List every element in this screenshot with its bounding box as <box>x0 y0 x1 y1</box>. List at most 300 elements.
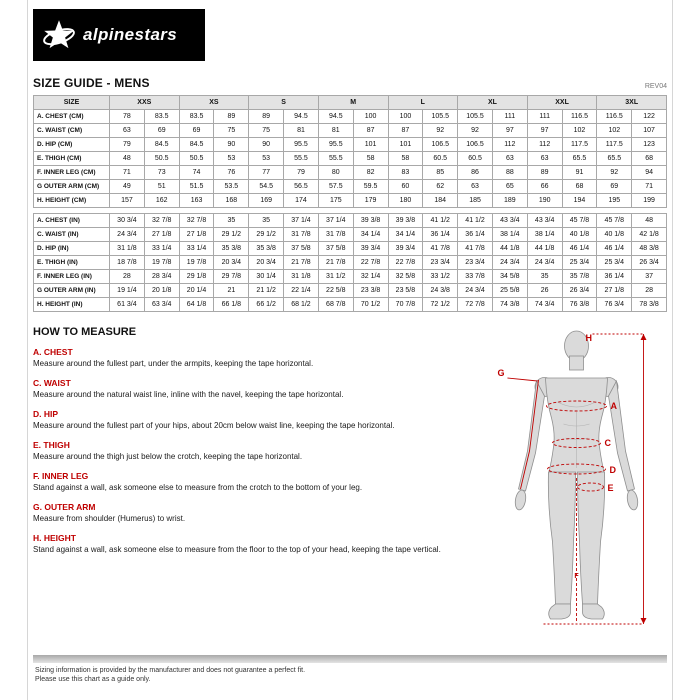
size-table-row <box>34 180 667 194</box>
size-value-cell: 24 3/4 <box>458 284 493 298</box>
size-value-cell: 23 3/4 <box>458 256 493 270</box>
size-value-cell: 23 3/8 <box>353 284 388 298</box>
size-value-cell: 49 <box>110 180 145 194</box>
size-value-cell: 25 5/8 <box>492 284 527 298</box>
alpinestars-logo <box>33 9 205 61</box>
size-value-cell: 61 3/4 <box>110 298 145 312</box>
measure-item-text: Stand against a wall, ask someone else to measure from the crotch to the bottom of your leg. <box>33 483 363 492</box>
size-value-cell: 21 7/8 <box>284 256 319 270</box>
size-table-row <box>34 284 667 298</box>
size-value-cell: 32 7/8 <box>179 214 214 228</box>
content-frame <box>27 0 673 700</box>
size-value-cell: 41 7/8 <box>423 242 458 256</box>
size-table-row <box>34 166 667 180</box>
size-value-cell: 175 <box>318 194 353 208</box>
size-value-cell: 92 <box>423 124 458 138</box>
measurement-row-label: G OUTER ARM (CM) <box>34 180 110 194</box>
size-value-cell: 20 3/4 <box>214 256 249 270</box>
size-value-cell: 33 1/2 <box>423 270 458 284</box>
size-value-cell: 94.5 <box>318 110 353 124</box>
size-table-row <box>34 228 667 242</box>
size-value-cell: 39 3/8 <box>388 214 423 228</box>
size-value-cell: 63 <box>110 124 145 138</box>
size-value-cell: 20 1/4 <box>179 284 214 298</box>
size-value-cell: 80 <box>318 166 353 180</box>
size-value-cell: 32 1/4 <box>353 270 388 284</box>
size-value-cell: 53.5 <box>214 180 249 194</box>
size-value-cell: 87 <box>353 124 388 138</box>
size-value-cell: 39 3/4 <box>353 242 388 256</box>
measurement-row-label: E. THIGH (CM) <box>34 152 110 166</box>
measure-item-text: Stand against a wall, ask someone else to measure from the floor to the top of your head, keeping the tape vertical. <box>33 545 441 554</box>
size-value-cell: 73 <box>144 166 179 180</box>
measure-item <box>33 440 483 462</box>
size-value-cell: 97 <box>527 124 562 138</box>
size-value-cell: 24 3/4 <box>492 256 527 270</box>
footer-disclaimer-line1: Sizing information is provided by the manufacturer and does not guarantee a perfect fit. <box>35 666 306 674</box>
size-value-cell: 82 <box>353 166 388 180</box>
size-value-cell: 34 1/4 <box>388 228 423 242</box>
size-value-cell: 91 <box>562 166 597 180</box>
size-value-cell: 87 <box>388 124 423 138</box>
size-value-cell: 26 3/4 <box>632 256 667 270</box>
size-value-cell: 25 3/4 <box>562 256 597 270</box>
size-value-cell: 174 <box>284 194 319 208</box>
size-value-cell: 189 <box>492 194 527 208</box>
size-column-header: XL <box>458 96 528 110</box>
size-value-cell: 116.5 <box>562 110 597 124</box>
size-value-cell: 53 <box>249 152 284 166</box>
size-value-cell: 116.5 <box>597 110 632 124</box>
size-value-cell: 81 <box>284 124 319 138</box>
measurement-row-label: D. HIP (CM) <box>34 138 110 152</box>
size-value-cell: 35 7/8 <box>562 270 597 284</box>
measure-item <box>33 409 483 431</box>
size-value-cell: 90 <box>214 138 249 152</box>
size-value-cell: 41 1/2 <box>423 214 458 228</box>
size-value-cell: 48 3/8 <box>632 242 667 256</box>
size-column-header: XXL <box>527 96 597 110</box>
logo-wordmark: alpinestars <box>83 25 178 44</box>
size-value-cell: 20 1/8 <box>144 284 179 298</box>
footer-divider <box>33 655 667 663</box>
outer-arm-letter: G <box>497 368 505 378</box>
size-value-cell: 66 1/8 <box>214 298 249 312</box>
size-value-cell: 185 <box>458 194 493 208</box>
size-value-cell: 27 1/8 <box>144 228 179 242</box>
size-value-cell: 39 3/4 <box>388 242 423 256</box>
measure-item-label: F. INNER LEG <box>33 471 89 481</box>
size-value-cell: 43 3/4 <box>492 214 527 228</box>
size-value-cell: 94.5 <box>284 110 319 124</box>
size-value-cell: 117.5 <box>562 138 597 152</box>
measure-item <box>33 471 483 493</box>
size-value-cell: 36 1/4 <box>423 228 458 242</box>
size-value-cell: 55.5 <box>318 152 353 166</box>
size-value-cell: 89 <box>249 110 284 124</box>
measurement-row-label: A. CHEST (IN) <box>34 214 110 228</box>
size-value-cell: 199 <box>632 194 667 208</box>
size-value-cell: 37 1/4 <box>318 214 353 228</box>
size-value-cell: 83.5 <box>144 110 179 124</box>
measure-item-label: C. WAIST <box>33 378 71 388</box>
height-letter: H <box>585 333 592 343</box>
size-table-row <box>34 152 667 166</box>
size-value-cell: 70 1/2 <box>353 298 388 312</box>
measurement-row-label: F. INNER LEG (IN) <box>34 270 110 284</box>
size-value-cell: 41 1/2 <box>458 214 493 228</box>
size-value-cell: 179 <box>353 194 388 208</box>
size-value-cell: 38 1/4 <box>492 228 527 242</box>
size-value-cell: 69 <box>144 124 179 138</box>
measure-item-label: G. OUTER ARM <box>33 502 96 512</box>
measure-items <box>33 347 483 555</box>
size-value-cell: 48 <box>632 214 667 228</box>
size-table-row <box>34 194 667 208</box>
how-to-measure-section <box>33 326 491 637</box>
size-value-cell: 40 1/8 <box>597 228 632 242</box>
size-value-cell: 22 1/4 <box>284 284 319 298</box>
size-value-cell: 44 1/8 <box>527 242 562 256</box>
size-value-cell: 32 7/8 <box>144 214 179 228</box>
size-value-cell: 29 1/2 <box>214 228 249 242</box>
size-value-cell: 26 <box>527 284 562 298</box>
size-value-cell: 45 7/8 <box>597 214 632 228</box>
size-value-cell: 70 7/8 <box>388 298 423 312</box>
measure-item-text: Measure around the fullest part, under the armpits, keeping the tape horizontal. <box>33 359 314 368</box>
size-value-cell: 88 <box>492 166 527 180</box>
size-value-cell: 35 <box>249 214 284 228</box>
size-value-cell: 35 3/8 <box>214 242 249 256</box>
size-value-cell: 21 1/2 <box>249 284 284 298</box>
footer <box>33 655 667 684</box>
revision-label: REV04 <box>644 83 667 90</box>
size-value-cell: 84.5 <box>144 138 179 152</box>
size-value-cell: 65.5 <box>562 152 597 166</box>
size-value-cell: 72 7/8 <box>458 298 493 312</box>
size-value-cell: 66 <box>527 180 562 194</box>
size-value-cell: 72 1/2 <box>423 298 458 312</box>
size-value-cell: 36 1/4 <box>458 228 493 242</box>
size-value-cell: 92 <box>458 124 493 138</box>
size-value-cell: 106.5 <box>423 138 458 152</box>
measurement-row-label: H. HEIGHT (IN) <box>34 298 110 312</box>
size-value-cell: 31 7/8 <box>318 228 353 242</box>
size-value-cell: 68 7/8 <box>318 298 353 312</box>
size-value-cell: 39 3/8 <box>353 214 388 228</box>
size-value-cell: 20 3/4 <box>249 256 284 270</box>
size-value-cell: 68 1/2 <box>284 298 319 312</box>
size-value-cell: 64 1/8 <box>179 298 214 312</box>
size-value-cell: 51.5 <box>179 180 214 194</box>
size-value-cell: 30 1/4 <box>249 270 284 284</box>
size-value-cell: 60 <box>388 180 423 194</box>
size-value-cell: 24 3/4 <box>110 228 145 242</box>
size-value-cell: 169 <box>249 194 284 208</box>
measure-item-label: H. HEIGHT <box>33 533 76 543</box>
measure-item-text: Measure around the thigh just below the crotch, keeping the tape horizontal. <box>33 452 303 461</box>
size-column-header: 3XL <box>597 96 667 110</box>
measurement-row-label: F. INNER LEG (CM) <box>34 166 110 180</box>
size-value-cell: 55.5 <box>284 152 319 166</box>
size-value-cell: 71 <box>110 166 145 180</box>
size-table-header-row <box>34 96 667 110</box>
size-value-cell: 21 <box>214 284 249 298</box>
size-value-cell: 101 <box>388 138 423 152</box>
measurement-row-label: C. WAIST (CM) <box>34 124 110 138</box>
size-value-cell: 163 <box>179 194 214 208</box>
hip-letter: D <box>609 465 616 475</box>
size-value-cell: 76 3/8 <box>562 298 597 312</box>
size-value-cell: 71 <box>632 180 667 194</box>
page-title: SIZE GUIDE - MENS <box>33 76 150 90</box>
size-value-cell: 29 1/2 <box>249 228 284 242</box>
measurement-row-label: E. THIGH (IN) <box>34 256 110 270</box>
size-value-cell: 37 1/4 <box>284 214 319 228</box>
size-value-cell: 19 7/8 <box>179 256 214 270</box>
size-value-cell: 27 1/8 <box>179 228 214 242</box>
size-value-cell: 30 3/4 <box>110 214 145 228</box>
size-value-cell: 24 3/4 <box>527 256 562 270</box>
measure-item <box>33 533 483 555</box>
size-value-cell: 79 <box>110 138 145 152</box>
size-value-cell: 65 <box>492 180 527 194</box>
size-value-cell: 45 7/8 <box>562 214 597 228</box>
size-column-header: L <box>388 96 458 110</box>
size-value-cell: 74 3/8 <box>492 298 527 312</box>
size-value-cell: 23 3/4 <box>423 256 458 270</box>
size-value-cell: 100 <box>388 110 423 124</box>
size-value-cell: 37 5/8 <box>318 242 353 256</box>
size-value-cell: 78 3/8 <box>632 298 667 312</box>
size-value-cell: 89 <box>527 166 562 180</box>
size-value-cell: 117.5 <box>597 138 632 152</box>
size-value-cell: 22 7/8 <box>353 256 388 270</box>
size-value-cell: 69 <box>179 124 214 138</box>
size-value-cell: 79 <box>284 166 319 180</box>
size-value-cell: 48 <box>110 152 145 166</box>
measure-item <box>33 378 483 400</box>
size-value-cell: 44 1/8 <box>492 242 527 256</box>
size-value-cell: 23 5/8 <box>388 284 423 298</box>
size-value-cell: 75 <box>214 124 249 138</box>
size-value-cell: 81 <box>318 124 353 138</box>
size-value-cell: 33 7/8 <box>458 270 493 284</box>
size-value-cell: 92 <box>597 166 632 180</box>
size-value-cell: 180 <box>388 194 423 208</box>
size-table-row <box>34 256 667 270</box>
size-value-cell: 63 <box>527 152 562 166</box>
size-value-cell: 31 1/8 <box>284 270 319 284</box>
size-value-cell: 190 <box>527 194 562 208</box>
size-value-cell: 63 <box>492 152 527 166</box>
size-value-cell: 54.5 <box>249 180 284 194</box>
size-value-cell: 58 <box>388 152 423 166</box>
size-value-cell: 74 3/4 <box>527 298 562 312</box>
alpinestars-star-icon <box>41 17 77 53</box>
size-value-cell: 65.5 <box>597 152 632 166</box>
size-value-cell: 35 <box>214 214 249 228</box>
size-value-cell: 31 1/8 <box>110 242 145 256</box>
size-value-cell: 36 1/4 <box>597 270 632 284</box>
size-value-cell: 84.5 <box>179 138 214 152</box>
size-value-cell: 74 <box>179 166 214 180</box>
size-value-cell: 105.5 <box>423 110 458 124</box>
size-value-cell: 57.5 <box>318 180 353 194</box>
lower-section <box>33 326 667 637</box>
size-value-cell: 19 7/8 <box>144 256 179 270</box>
size-value-cell: 53 <box>214 152 249 166</box>
size-value-cell: 62 <box>423 180 458 194</box>
size-column-header: M <box>318 96 388 110</box>
size-value-cell: 18 7/8 <box>110 256 145 270</box>
size-value-cell: 50.5 <box>179 152 214 166</box>
size-value-cell: 24 3/8 <box>423 284 458 298</box>
chest-letter: A <box>610 401 617 411</box>
size-value-cell: 102 <box>597 124 632 138</box>
size-value-cell: 95.5 <box>318 138 353 152</box>
measurement-row-label: C. WAIST (IN) <box>34 228 110 242</box>
size-value-cell: 112 <box>492 138 527 152</box>
measurement-row-label: D. HIP (IN) <box>34 242 110 256</box>
size-value-cell: 83 <box>388 166 423 180</box>
size-value-cell: 56.5 <box>284 180 319 194</box>
size-value-cell: 102 <box>562 124 597 138</box>
size-value-cell: 22 7/8 <box>388 256 423 270</box>
size-corner-header: SIZE <box>34 96 110 110</box>
header <box>33 0 667 90</box>
size-value-cell: 29 1/8 <box>179 270 214 284</box>
measure-item <box>33 502 483 524</box>
size-value-cell: 63 <box>458 180 493 194</box>
size-value-cell: 37 5/8 <box>284 242 319 256</box>
size-value-cell: 43 3/4 <box>527 214 562 228</box>
size-table-row <box>34 214 667 228</box>
size-value-cell: 106.5 <box>458 138 493 152</box>
size-value-cell: 46 1/4 <box>562 242 597 256</box>
size-value-cell: 69 <box>597 180 632 194</box>
size-value-cell: 83.5 <box>179 110 214 124</box>
body-measurement-figure <box>491 326 667 637</box>
size-value-cell: 75 <box>249 124 284 138</box>
size-value-cell: 112 <box>527 138 562 152</box>
size-value-cell: 85 <box>423 166 458 180</box>
size-value-cell: 37 <box>632 270 667 284</box>
size-value-cell: 122 <box>632 110 667 124</box>
size-column-header: XXS <box>110 96 180 110</box>
size-table <box>33 95 667 312</box>
size-value-cell: 42 1/8 <box>632 228 667 242</box>
size-value-cell: 60.5 <box>423 152 458 166</box>
size-value-cell: 77 <box>249 166 284 180</box>
size-column-header: S <box>249 96 319 110</box>
size-value-cell: 94 <box>632 166 667 180</box>
footer-disclaimer-line2: Please use this chart as a guide only. <box>35 675 151 683</box>
how-to-measure-title: HOW TO MEASURE <box>33 326 137 338</box>
size-value-cell: 89 <box>214 110 249 124</box>
size-table-row <box>34 242 667 256</box>
size-table-row <box>34 270 667 284</box>
waist-letter: C <box>604 438 611 448</box>
size-value-cell: 194 <box>562 194 597 208</box>
size-value-cell: 111 <box>527 110 562 124</box>
size-value-cell: 31 7/8 <box>284 228 319 242</box>
size-value-cell: 25 3/4 <box>597 256 632 270</box>
size-value-cell: 32 5/8 <box>388 270 423 284</box>
inner-leg-letter: F <box>574 573 579 580</box>
size-value-cell: 90 <box>249 138 284 152</box>
size-value-cell: 105.5 <box>458 110 493 124</box>
size-value-cell: 27 1/8 <box>597 284 632 298</box>
size-value-cell: 21 7/8 <box>318 256 353 270</box>
size-value-cell: 63 3/4 <box>144 298 179 312</box>
body-figure-svg <box>491 326 667 632</box>
measure-item-label: A. CHEST <box>33 347 73 357</box>
size-value-cell: 35 3/8 <box>249 242 284 256</box>
title-row <box>33 76 667 90</box>
size-value-cell: 184 <box>423 194 458 208</box>
size-value-cell: 107 <box>632 124 667 138</box>
measure-item-text: Measure from shoulder (Humerus) to wrist. <box>33 514 186 523</box>
measurement-row-label: A. CHEST (CM) <box>34 110 110 124</box>
size-value-cell: 76 3/4 <box>597 298 632 312</box>
size-value-cell: 28 <box>110 270 145 284</box>
size-value-cell: 78 <box>110 110 145 124</box>
size-value-cell: 34 1/4 <box>353 228 388 242</box>
size-value-cell: 19 1/4 <box>110 284 145 298</box>
size-value-cell: 111 <box>492 110 527 124</box>
size-value-cell: 35 <box>527 270 562 284</box>
measure-item-label: D. HIP <box>33 409 59 419</box>
size-value-cell: 28 <box>632 284 667 298</box>
size-value-cell: 168 <box>214 194 249 208</box>
size-value-cell: 26 3/4 <box>562 284 597 298</box>
size-column-header: XS <box>179 96 249 110</box>
size-table-row <box>34 124 667 138</box>
size-value-cell: 28 3/4 <box>144 270 179 284</box>
size-value-cell: 68 <box>562 180 597 194</box>
measure-item-text: Measure around the natural waist line, inline with the navel, keeping the tape horizontal. <box>33 390 344 399</box>
size-value-cell: 68 <box>632 152 667 166</box>
measure-item <box>33 347 483 369</box>
measure-item-label: E. THIGH <box>33 440 70 450</box>
size-value-cell: 38 1/4 <box>527 228 562 242</box>
measure-item-text: Measure around the fullest part of your hips, about 20cm below waist line, keeping the tape horizontal. <box>33 421 395 430</box>
size-value-cell: 66 1/2 <box>249 298 284 312</box>
size-value-cell: 60.5 <box>458 152 493 166</box>
size-table-row <box>34 298 667 312</box>
size-value-cell: 162 <box>144 194 179 208</box>
size-value-cell: 76 <box>214 166 249 180</box>
size-value-cell: 41 7/8 <box>458 242 493 256</box>
measurement-row-label: G OUTER ARM (IN) <box>34 284 110 298</box>
thigh-letter: E <box>607 483 614 493</box>
size-value-cell: 31 1/2 <box>318 270 353 284</box>
size-value-cell: 33 1/4 <box>144 242 179 256</box>
size-value-cell: 100 <box>353 110 388 124</box>
size-value-cell: 97 <box>492 124 527 138</box>
size-value-cell: 33 1/4 <box>179 242 214 256</box>
size-value-cell: 95.5 <box>284 138 319 152</box>
size-value-cell: 157 <box>110 194 145 208</box>
size-table-row <box>34 138 667 152</box>
size-value-cell: 86 <box>458 166 493 180</box>
size-value-cell: 195 <box>597 194 632 208</box>
measurement-row-label: H. HEIGHT (CM) <box>34 194 110 208</box>
size-value-cell: 46 1/4 <box>597 242 632 256</box>
size-value-cell: 40 1/8 <box>562 228 597 242</box>
size-value-cell: 123 <box>632 138 667 152</box>
